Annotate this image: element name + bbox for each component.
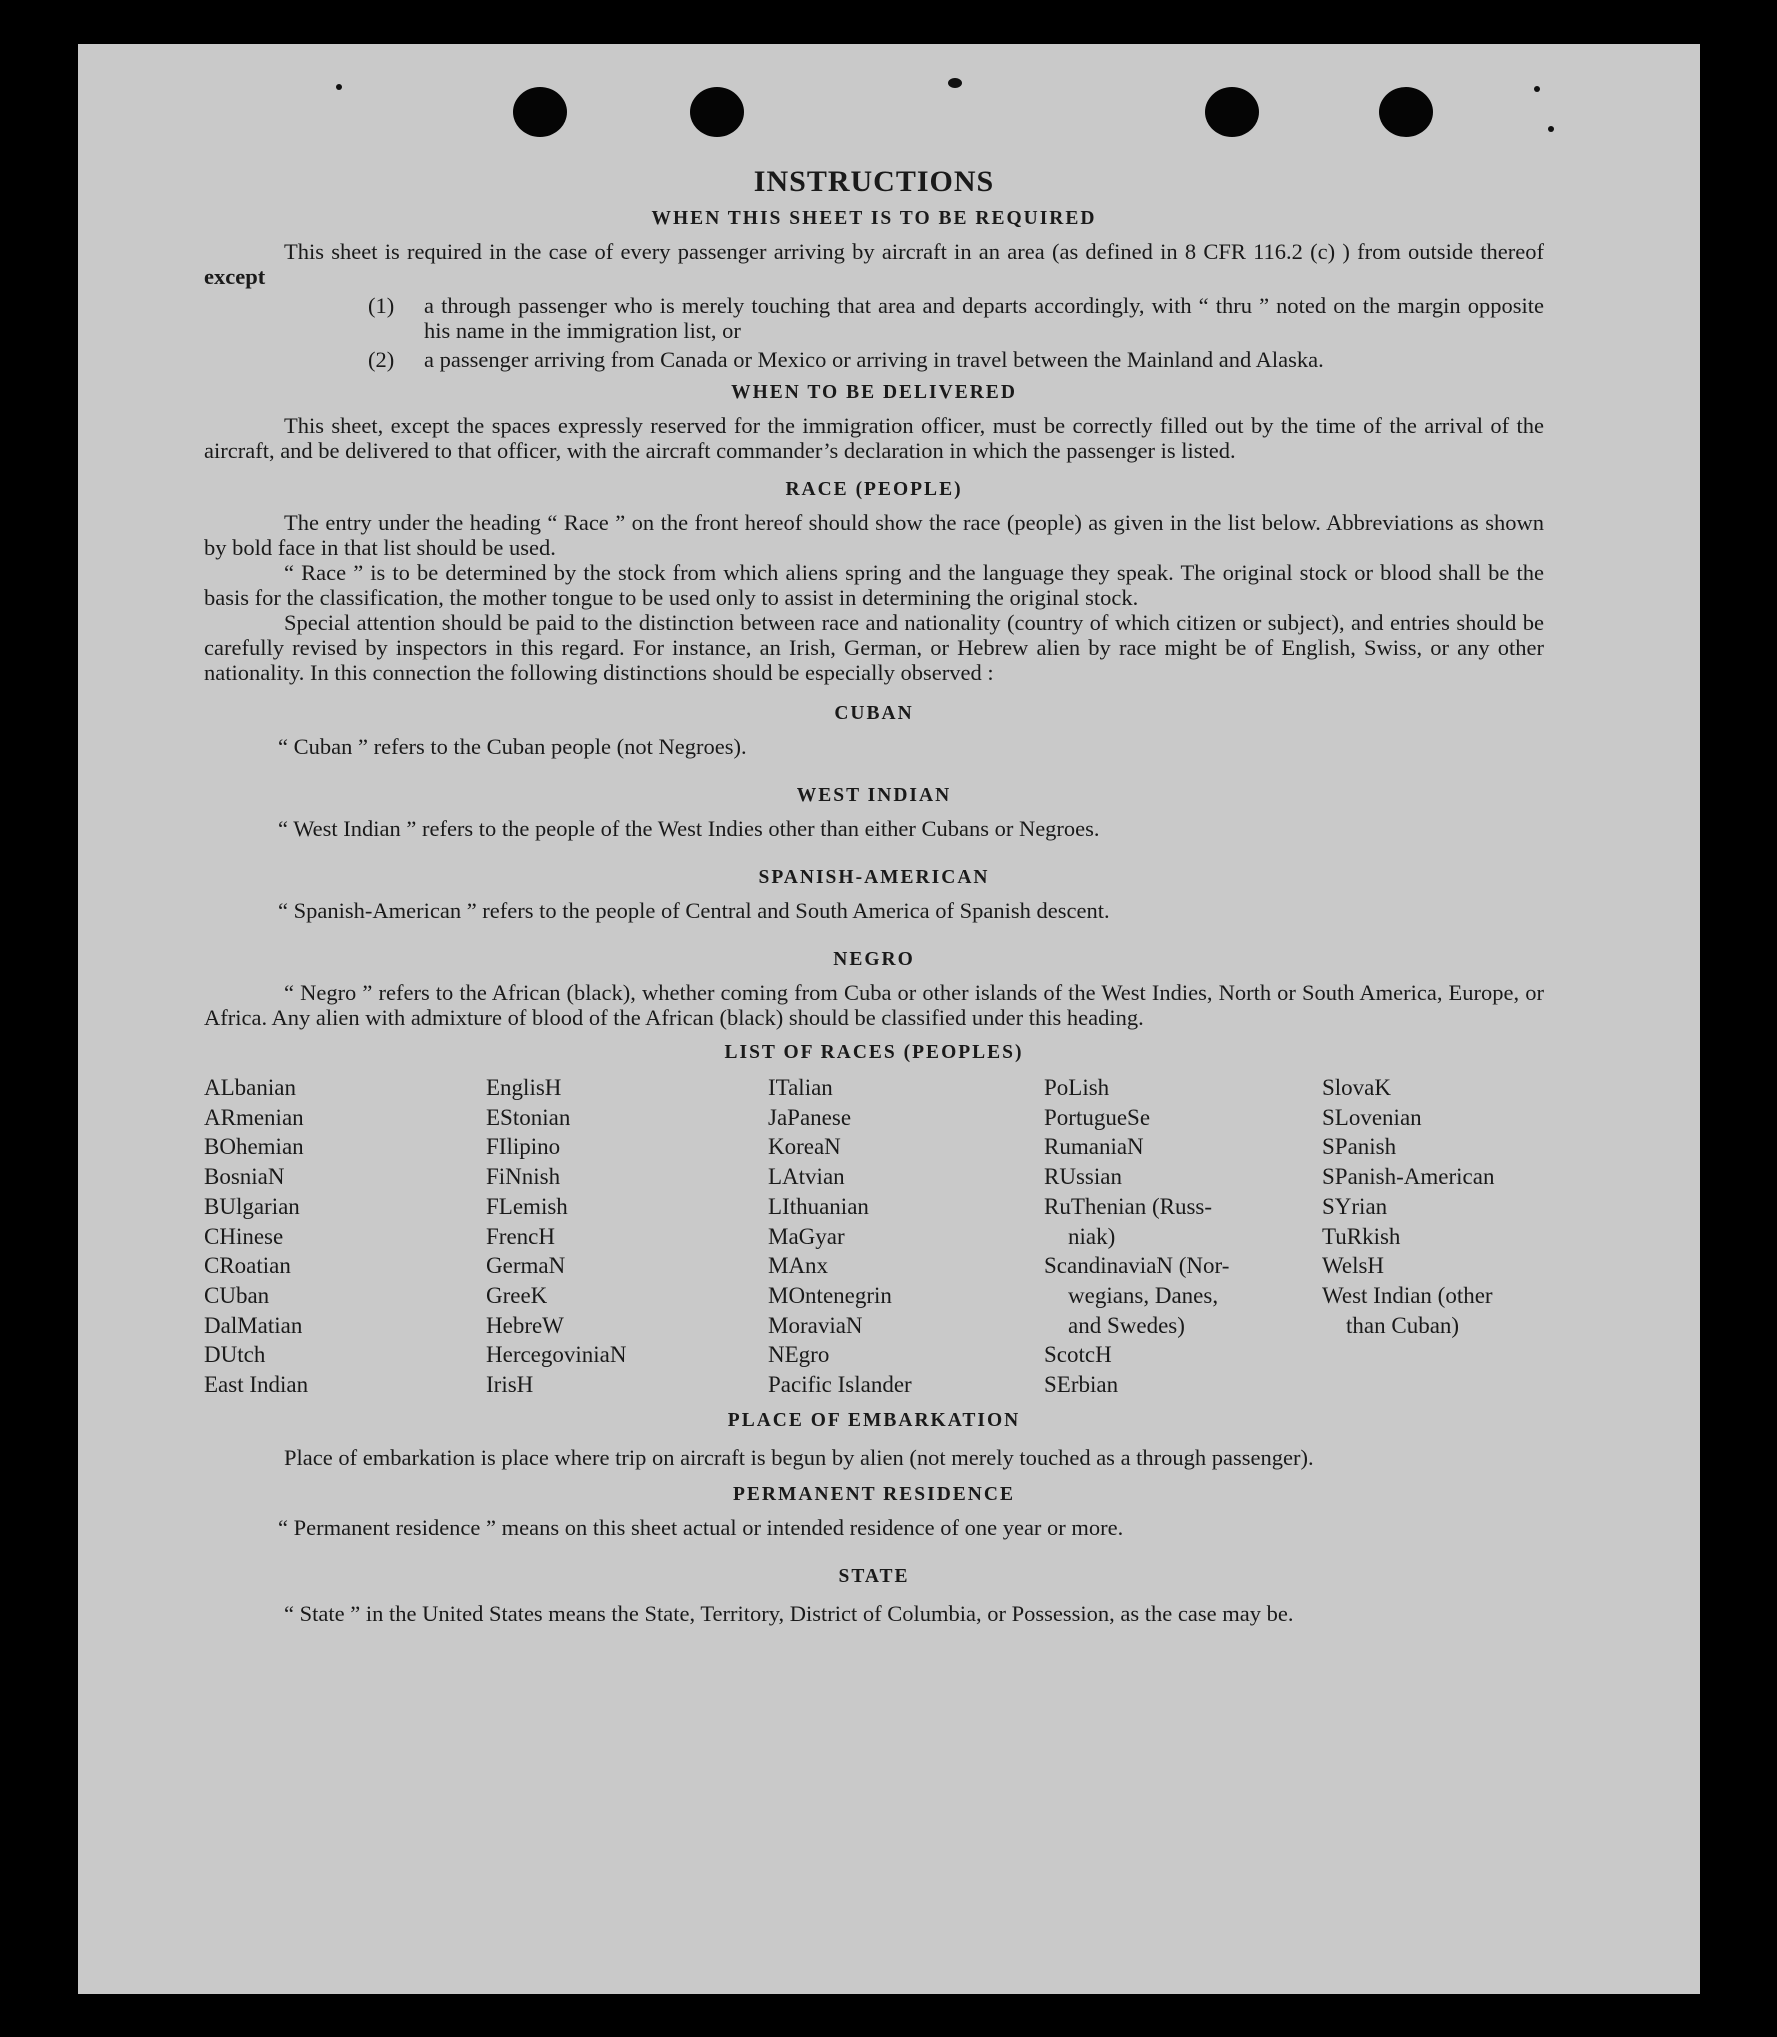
punch-hole (1379, 87, 1433, 137)
intro-except: except (204, 264, 266, 289)
race-item: GermaN (486, 1253, 566, 1279)
spanish-american-text: “ Spanish-American ” refers to the people of Central and South America of Spanish descent. (278, 898, 1110, 923)
heading-race: RACE (PEOPLE) (785, 479, 963, 500)
punch-hole (690, 87, 744, 137)
race-item: GreeK (486, 1282, 548, 1308)
race-column (204, 1073, 486, 1400)
race-item: SErbian (1044, 1372, 1119, 1398)
race-item: NEgro (768, 1342, 830, 1368)
race-paragraph-1: The entry under the heading “ Race ” on the front hereof should show the race (people) as given in the list below. Abbreviations as shown by bold face in that list should be used. (204, 510, 1544, 560)
race-item: MOntenegrin (768, 1282, 892, 1308)
race-column (1044, 1073, 1322, 1400)
race-item: MaGyar (768, 1223, 845, 1249)
race-item: FiNnish (486, 1164, 561, 1190)
race-item: SPanish (1322, 1134, 1397, 1160)
race-item: PortugueSe (1044, 1104, 1151, 1130)
race-item: TuRkish (1322, 1223, 1401, 1249)
race-item: IrisH (486, 1372, 534, 1398)
heading-negro: NEGRO (833, 949, 915, 970)
race-column (486, 1073, 768, 1400)
heading-embarkation: PLACE OF EMBARKATION (727, 1409, 1021, 1431)
heading-when-required: WHEN THIS SHEET IS TO BE REQUIRED (651, 208, 1097, 229)
when-delivered-text: This sheet, except the spaces expressly reserved for the immigration officer, must be correctly filled out by the time of the arrival of the aircraft, and be delivered to that officer, with the aircraft commander’s declaration in which the passenger is listed. (204, 413, 1544, 463)
race-item: ARmenian (204, 1104, 304, 1130)
race-paragraph-2: “ Race ” is to be determined by the stock from which aliens spring and the language they speak. The original stock or blood shall be the basis for the classification, the mother tongue to be used only to assist in determining the original stock. (204, 560, 1544, 610)
heading-cuban: CUBAN (834, 703, 914, 724)
race-column (1322, 1073, 1552, 1400)
race-item: LIthuanian (768, 1193, 869, 1219)
race-item: FIlipino (486, 1134, 561, 1160)
race-item: ScandinaviaN (Nor- (1044, 1253, 1230, 1279)
cuban-text: “ Cuban ” refers to the Cuban people (not Negroes). (278, 734, 747, 759)
race-item: EStonian (486, 1104, 571, 1130)
speck (336, 84, 342, 90)
race-paragraph-3: Special attention should be paid to the distinction between race and nationality (country of which citizen or subject), and entries should be carefully revised by inspectors in this regard. For instance, an Irish, German, or Hebrew alien by race might be of English, Swiss, or any other nationality. In this connection the following distinctions should be especially observed : (204, 610, 1544, 685)
race-item-continued: niak) (1068, 1223, 1116, 1249)
race-item: PoLish (1044, 1075, 1110, 1100)
race-item: MoraviaN (768, 1312, 863, 1338)
intro-text: This sheet is required in the case of every passenger arriving by aircraft in an area (as defined in 8 CFR 116.2 (c) ) from outside thereof (284, 239, 1544, 264)
negro-text: “ Negro ” refers to the African (black), whether coming from Cuba or other islands of the West Indies, North or South America, Europe, or Africa. Any alien with admixture of blood of the African (black) should be classified under this heading. (204, 980, 1544, 1030)
race-item: CRoatian (204, 1253, 291, 1279)
residence-text: “ Permanent residence ” means on this sheet actual or intended residence of one year or more. (278, 1514, 1124, 1540)
race-item: ITalian (768, 1075, 833, 1100)
race-item: FLemish (486, 1193, 568, 1219)
punch-hole (513, 87, 567, 137)
state-text: “ State ” in the United States means the State, Territory, District of Columbia, or Possession, as the case may be. (284, 1600, 1294, 1626)
enum-item (368, 347, 1544, 372)
document-page (78, 44, 1700, 1994)
race-item: DalMatian (204, 1312, 303, 1338)
heading-west-indian: WEST INDIAN (796, 785, 952, 806)
race-item: KoreaN (768, 1134, 841, 1160)
enum-text: a passenger arriving from Canada or Mexico or arriving in travel between the Mainland and Alaska. (424, 347, 1324, 372)
race-column (768, 1073, 1044, 1400)
race-item: BUlgarian (204, 1193, 300, 1219)
speck (1534, 86, 1540, 92)
race-item-continued: than Cuban) (1346, 1312, 1460, 1338)
race-item: FrencH (486, 1223, 555, 1249)
race-item: LAtvian (768, 1164, 845, 1190)
race-item: HebreW (486, 1312, 564, 1338)
west-indian-text: “ West Indian ” refers to the people of the West Indies other than either Cubans or Negroes. (278, 816, 1100, 841)
page-title: INSTRUCTIONS (753, 165, 995, 198)
race-item-continued: wegians, Danes, (1068, 1282, 1219, 1308)
enum-item (368, 293, 1544, 343)
speck (948, 78, 962, 88)
race-item: EnglisH (486, 1075, 562, 1100)
race-item: RuThenian (Russ- (1044, 1193, 1213, 1219)
heading-state: STATE (838, 1565, 910, 1587)
race-item: RumaniaN (1044, 1134, 1144, 1160)
enum-number: (2) (368, 347, 395, 372)
heading-when-delivered: WHEN TO BE DELIVERED (731, 382, 1017, 403)
race-item: West Indian (other (1322, 1282, 1493, 1308)
race-item-continued: and Swedes) (1068, 1312, 1185, 1338)
race-item: SPanish-American (1322, 1164, 1495, 1190)
enum-text: a through passenger who is merely touching that area and departs accordingly, with “ thru ” noted on the margin opposite his name in the immigration list, or (424, 293, 1544, 343)
race-item: ScotcH (1044, 1342, 1112, 1368)
race-item: BOhemian (204, 1134, 304, 1160)
race-item: WelsH (1322, 1253, 1385, 1279)
enum-number: (1) (368, 293, 395, 318)
instructions-content (204, 165, 1544, 1630)
race-item: BosniaN (204, 1164, 285, 1190)
race-item: DUtch (204, 1342, 266, 1368)
race-item: East Indian (204, 1372, 309, 1398)
race-item: SYrian (1322, 1193, 1388, 1219)
race-item: SLovenian (1322, 1104, 1422, 1130)
when-required-intro (204, 239, 1544, 289)
heading-permanent-residence: PERMANENT RESIDENCE (733, 1483, 1015, 1505)
punch-hole (1205, 87, 1259, 137)
speck (1548, 126, 1554, 132)
heading-spanish-american: SPANISH-AMERICAN (758, 867, 990, 888)
race-item: SlovaK (1322, 1075, 1391, 1100)
race-item: CUban (204, 1282, 270, 1308)
race-item: MAnx (768, 1253, 829, 1279)
race-item: CHinese (204, 1223, 284, 1249)
race-item: HercegoviniaN (486, 1342, 627, 1368)
embarkation-text: Place of embarkation is place where trip on aircraft is begun by alien (not merely touched as a through passenger). (284, 1444, 1314, 1470)
race-item: Pacific Islander (768, 1372, 912, 1398)
heading-list-of-races: LIST OF RACES (PEOPLES) (724, 1042, 1024, 1063)
race-item: JaPanese (768, 1104, 852, 1130)
race-item: ALbanian (204, 1075, 296, 1100)
race-list (204, 1073, 1544, 1400)
race-item: RUssian (1044, 1164, 1122, 1190)
